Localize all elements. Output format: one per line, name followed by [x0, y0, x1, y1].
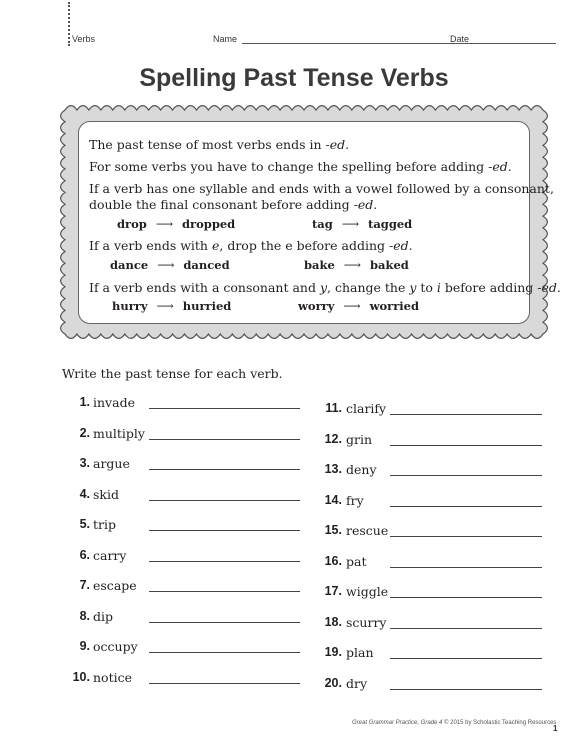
answer-line[interactable] [390, 628, 542, 629]
exercise-number: 18. [324, 614, 342, 629]
rule-emphasis: e [211, 238, 220, 253]
example-hurry [112, 299, 231, 313]
exercise-number: 5. [79, 517, 90, 531]
date-field-line[interactable] [470, 43, 556, 44]
rule-emphasis: -ed. [488, 159, 512, 174]
example-past: dropped [182, 217, 236, 231]
date-label: Date [450, 34, 470, 44]
arrow-right-icon: ⟶ [343, 258, 361, 272]
example-base: tag [312, 217, 333, 231]
example-base: dance [110, 258, 149, 272]
arrow-right-icon: ⟶ [156, 299, 174, 313]
page-number: 1 [553, 724, 558, 733]
rule-emphasis: y [319, 280, 327, 295]
rule-emphasis: -ed. [325, 137, 350, 152]
example-dance [110, 258, 230, 272]
example-past: danced [183, 258, 230, 272]
exercise-number: 15. [324, 523, 342, 537]
exercise-verb: rescue [346, 523, 389, 538]
exercise-verb: multiply [93, 425, 145, 441]
exercise-number: 16. [324, 553, 342, 568]
exercise-verb: scurry [346, 614, 387, 630]
exercise-number: 8. [79, 608, 90, 623]
example-past: baked [369, 258, 409, 272]
rule-text: , change the [327, 280, 410, 295]
example-bake [304, 258, 409, 272]
exercise-number: 7. [79, 578, 90, 592]
example-base: drop [117, 217, 147, 231]
example-past: worried [369, 299, 419, 313]
exercise-item [0, 493, 588, 511]
rule-text: double the final consonant before adding [89, 197, 354, 212]
exercise-item [0, 401, 588, 419]
rule-text: before adding [440, 280, 538, 295]
exercise-number: 17. [324, 584, 342, 598]
exercise-number: 9. [79, 639, 90, 653]
answer-line[interactable] [390, 536, 542, 537]
exercise-item [0, 462, 588, 480]
rule-text: to [416, 280, 437, 295]
arrow-right-icon: ⟶ [155, 217, 174, 231]
rule-line-4 [89, 238, 413, 253]
rule-line-2 [89, 159, 512, 174]
rule-text: For some verbs you have to change the spelling before adding [89, 159, 489, 174]
page-title: Spelling Past Tense Verbs [139, 64, 449, 92]
arrow-right-icon: ⟶ [343, 299, 361, 313]
rule-line-3a: If a verb has one syllable and ends with a vowel followed by a consonant, [89, 181, 554, 196]
exercise-verb: deny [346, 462, 377, 477]
dotted-cut-line [68, 2, 70, 46]
exercise-number: 4. [79, 486, 90, 501]
exercise-item [0, 523, 588, 541]
example-past: tagged [368, 217, 413, 231]
rule-text: If a verb ends with [89, 238, 212, 253]
answer-line[interactable] [390, 414, 542, 415]
exercise-verb: grin [346, 431, 373, 447]
answer-line[interactable] [390, 475, 542, 476]
exercise-verb: dip [93, 608, 114, 624]
exercise-number: 10. [72, 669, 90, 684]
rule-line-5 [89, 280, 561, 295]
exercise-verb: fry [346, 492, 364, 508]
answer-line[interactable] [390, 658, 542, 659]
exercise-item [0, 554, 588, 572]
exercise-item [0, 645, 588, 663]
exercise-number: 14. [324, 492, 342, 507]
rule-emphasis: y [409, 280, 417, 295]
exercise-number: 12. [324, 431, 342, 446]
answer-line[interactable] [390, 597, 542, 598]
rule-emphasis: -ed. [353, 197, 378, 212]
instructions: Write the past tense for each verb. [62, 366, 283, 381]
exercise-number: 2. [79, 425, 90, 440]
arrow-right-icon: ⟶ [341, 217, 360, 231]
exercise-item [0, 615, 588, 633]
exercise-number: 6. [79, 547, 90, 562]
footer-book-title: Great Grammar Practice, Grade 4 [352, 720, 443, 726]
exercise-verb: escape [93, 578, 137, 593]
exercise-verb: invade [93, 395, 135, 410]
example-drop [117, 217, 235, 231]
answer-line[interactable] [390, 445, 542, 446]
exercise-verb: carry [93, 547, 127, 563]
rule-text: , drop the e before adding [219, 238, 389, 253]
exercise-number: 20. [324, 675, 342, 690]
exercise-item [0, 676, 588, 694]
arrow-right-icon: ⟶ [157, 258, 175, 272]
footer-credit [352, 720, 556, 726]
exercise-verb: skid [93, 486, 119, 502]
exercise-verb: argue [93, 456, 130, 471]
rule-text: The past tense of most verbs ends in [89, 137, 326, 152]
answer-line[interactable] [390, 567, 542, 568]
worksheet-header [72, 34, 558, 48]
rule-emphasis: -ed. [537, 280, 561, 295]
exercise-item [0, 584, 588, 602]
exercise-number: 1. [79, 395, 90, 409]
exercise-number: 11. [325, 401, 342, 415]
exercise-item [0, 432, 588, 450]
example-base: worry [298, 299, 335, 313]
example-base: bake [304, 258, 335, 272]
exercise-verb: trip [93, 517, 116, 532]
answer-line[interactable] [390, 689, 542, 690]
example-past: hurried [182, 299, 232, 313]
example-base: hurry [112, 299, 148, 313]
exercise-verb: occupy [93, 639, 138, 654]
rule-emphasis: -ed. [389, 238, 413, 253]
rule-text: If a verb ends with a consonant and [89, 280, 320, 295]
rule-line-1 [89, 137, 349, 152]
answer-line[interactable] [390, 506, 542, 507]
exercise-number: 19. [324, 645, 342, 659]
exercise-verb: pat [346, 553, 367, 569]
rule-emphasis: i [436, 280, 441, 295]
exercise-verb: plan [346, 645, 374, 660]
rule-line-3b [89, 197, 377, 212]
exercise-verb: dry [346, 675, 368, 691]
exercise-verb: clarify [346, 401, 387, 416]
exercise-number: 3. [79, 456, 90, 470]
exercise-verb: notice [93, 669, 132, 685]
footer-copyright: © 2015 by Scholastic Teaching Resources [442, 720, 557, 726]
topic-label: Verbs [72, 34, 96, 44]
exercise-number: 13. [324, 462, 342, 476]
name-label: Name [213, 34, 238, 44]
example-tag [312, 217, 412, 231]
example-worry [298, 299, 419, 313]
exercise-verb: wiggle [346, 584, 389, 599]
